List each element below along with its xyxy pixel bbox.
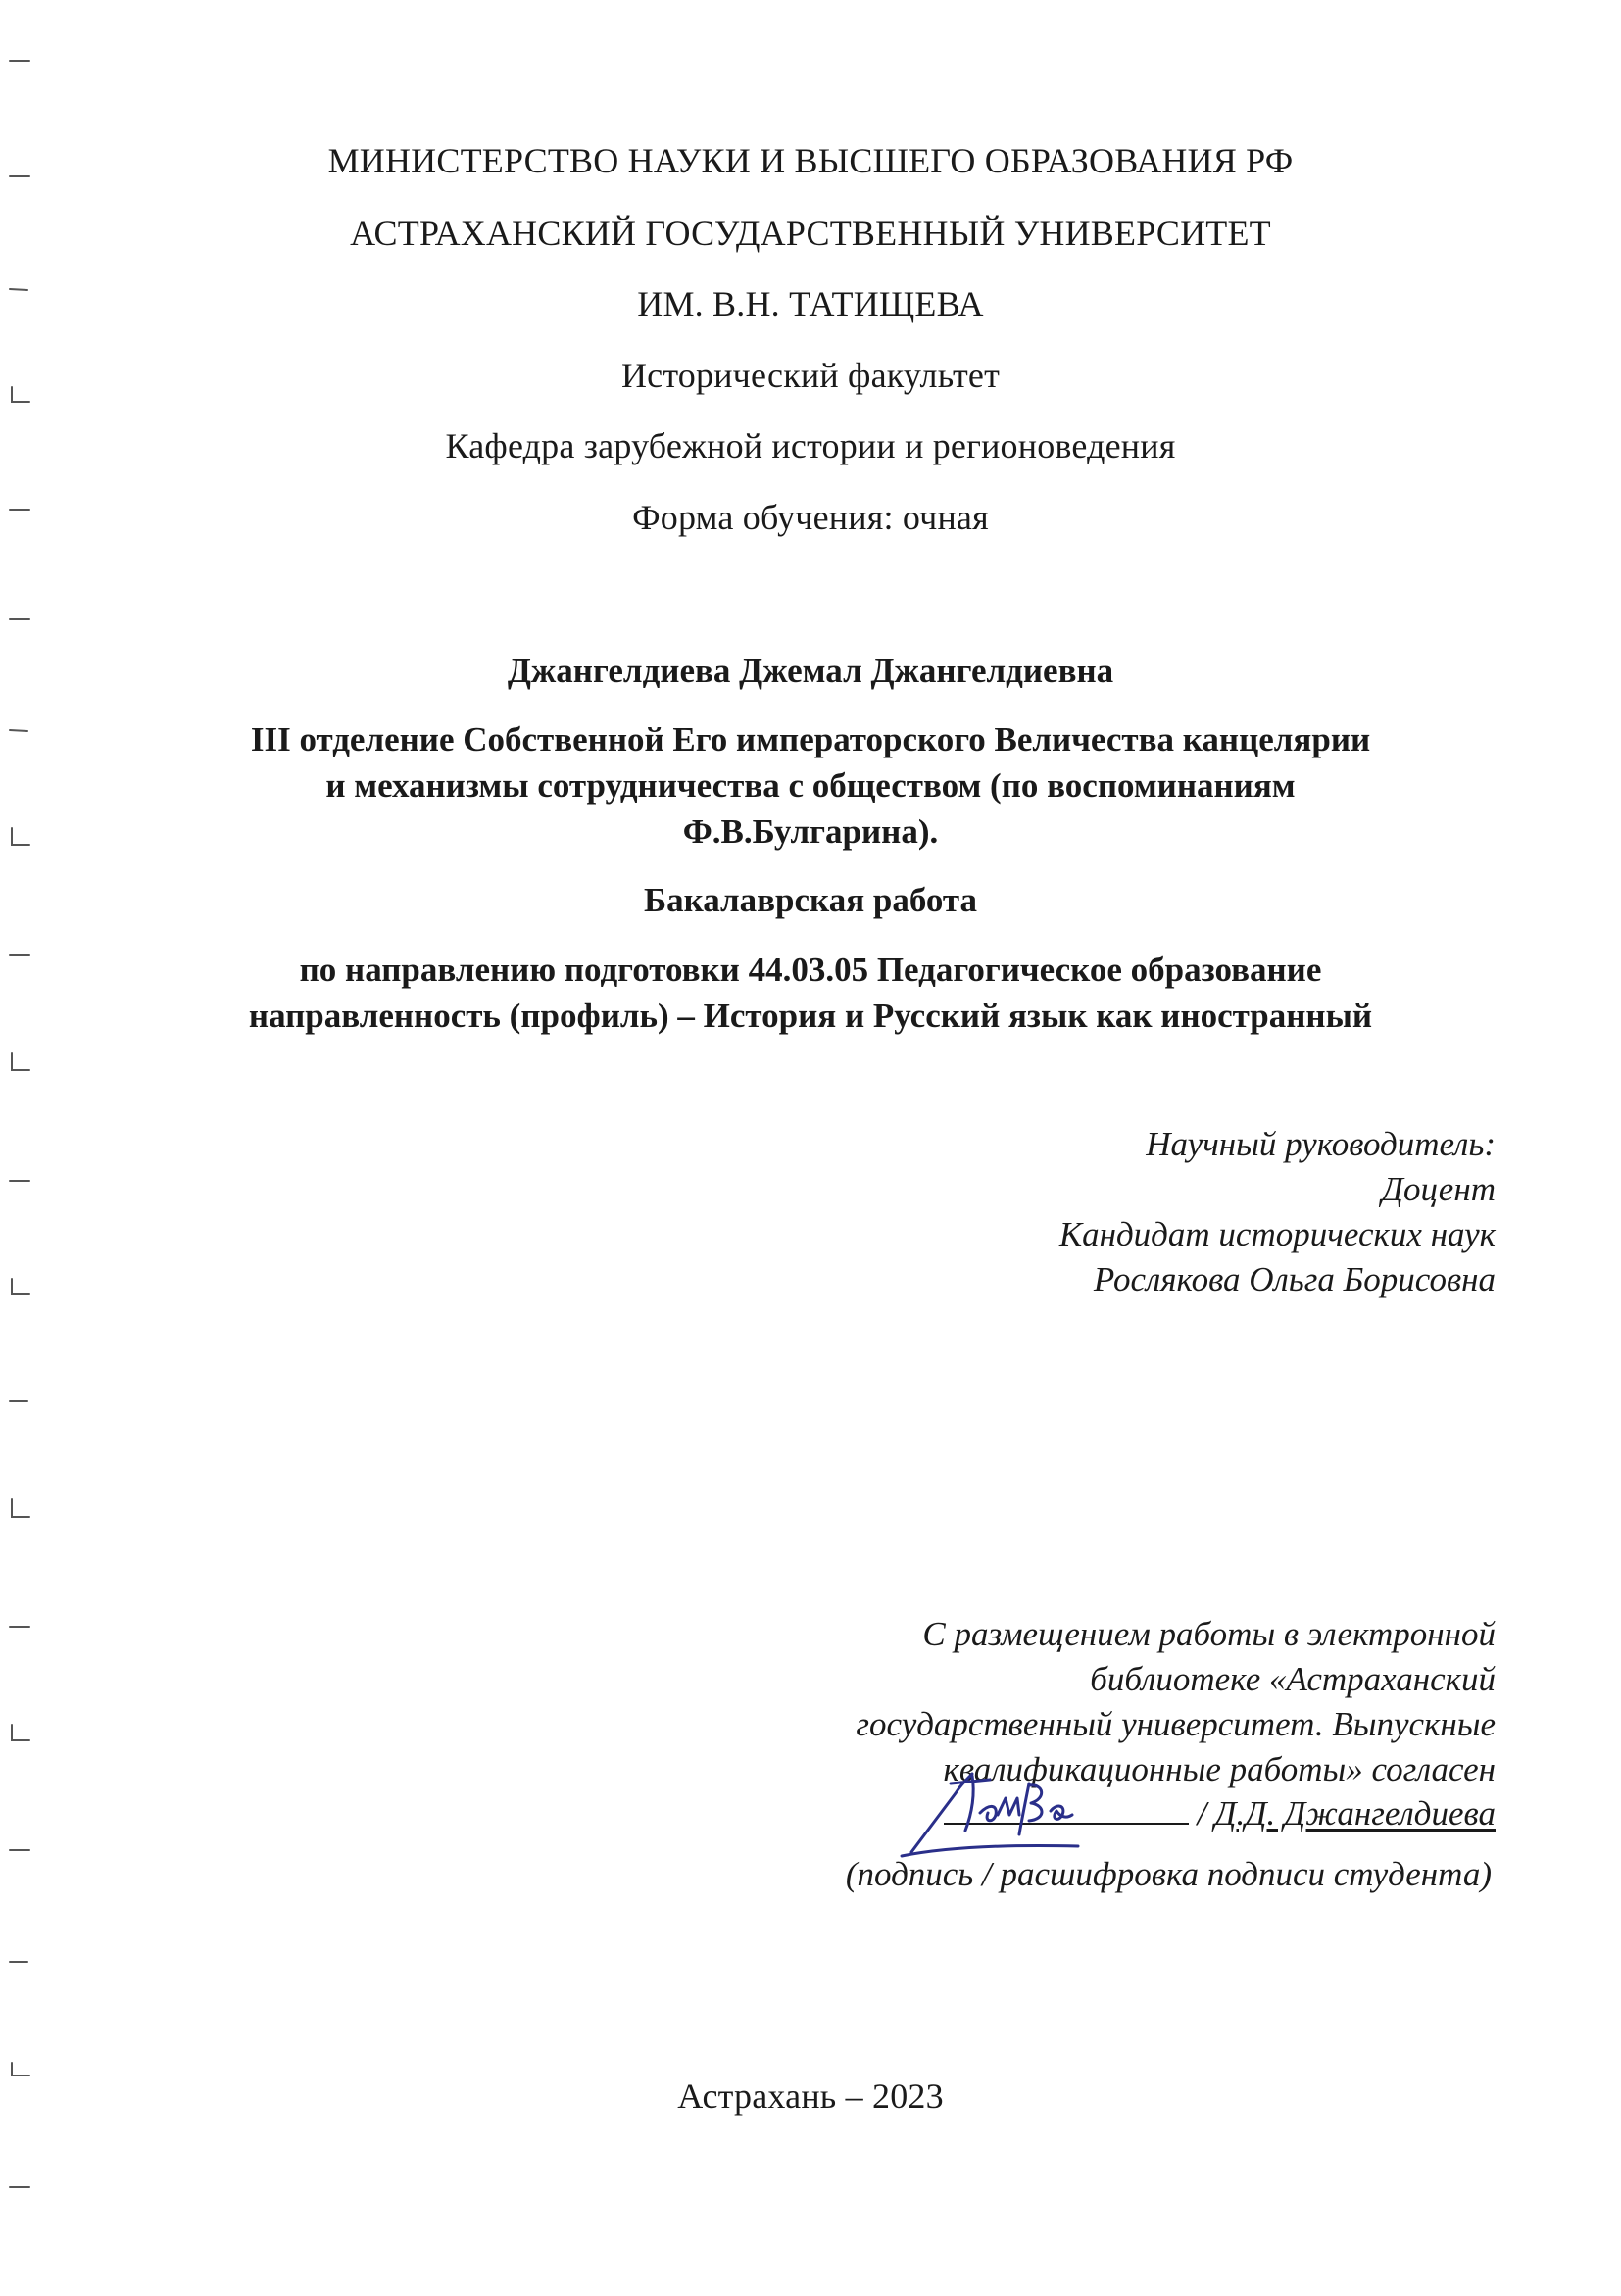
handwritten-signature <box>882 1754 1137 1862</box>
consent-line-1: С размещением работы в электронной <box>922 1615 1496 1653</box>
supervisor-block <box>1059 1122 1496 1302</box>
department-line: Кафедра зарубежной истории и регионоведения <box>445 426 1176 465</box>
title-line-3: Ф.В.Булгарина). <box>682 812 939 851</box>
work-type: Бакалаврская работа <box>643 881 978 919</box>
study-form-line: Форма обучения: очная <box>632 498 989 537</box>
named-after-line: ИМ. В.Н. ТАТИЩЕВА <box>637 284 984 323</box>
direction-line-1: по направлению подготовки 44.03.05 Педагогическое образование <box>299 951 1322 989</box>
binding-marks <box>0 0 39 2291</box>
signature-separator: / <box>1197 1794 1207 1832</box>
city-year: Астрахань – 2023 <box>677 2076 944 2116</box>
title-line-1: III отделение Собственной Его императорского Величества канцелярии <box>250 720 1371 758</box>
signer-name: Д.Д. Джангелдиева <box>1214 1794 1496 1832</box>
supervisor-name: Рослякова Ольга Борисовна <box>1093 1260 1496 1298</box>
supervisor-degree: Кандидат исторических наук <box>1058 1215 1496 1253</box>
title-line-2: и механизмы сотрудничества с обществом (по воспоминаниям <box>325 766 1296 805</box>
direction-line-2: направленность (профиль) – История и Русский язык как иностранный <box>248 997 1373 1035</box>
university-line: АСТРАХАНСКИЙ ГОСУДАРСТВЕННЫЙ УНИВЕРСИТЕТ <box>350 214 1271 253</box>
faculty-line: Исторический факультет <box>620 356 1001 395</box>
consent-line-2: библиотеке «Астраханский <box>1090 1660 1496 1698</box>
ministry-line: МИНИСТЕРСТВО НАУКИ И ВЫСШЕГО ОБРАЗОВАНИЯ РФ <box>327 141 1294 180</box>
consent-line-4: квалификационные работы» согласен <box>943 1750 1496 1788</box>
consent-line-3: государственный университет. Выпускные <box>856 1705 1496 1743</box>
signature-caption: (подпись / расшифровка подписи студента) <box>845 1855 1492 1893</box>
supervisor-label: Научный руководитель: <box>1146 1125 1496 1163</box>
author-name: Джангелдиева Джемал Джангелдиевна <box>507 652 1114 690</box>
supervisor-position: Доцент <box>1381 1170 1496 1208</box>
